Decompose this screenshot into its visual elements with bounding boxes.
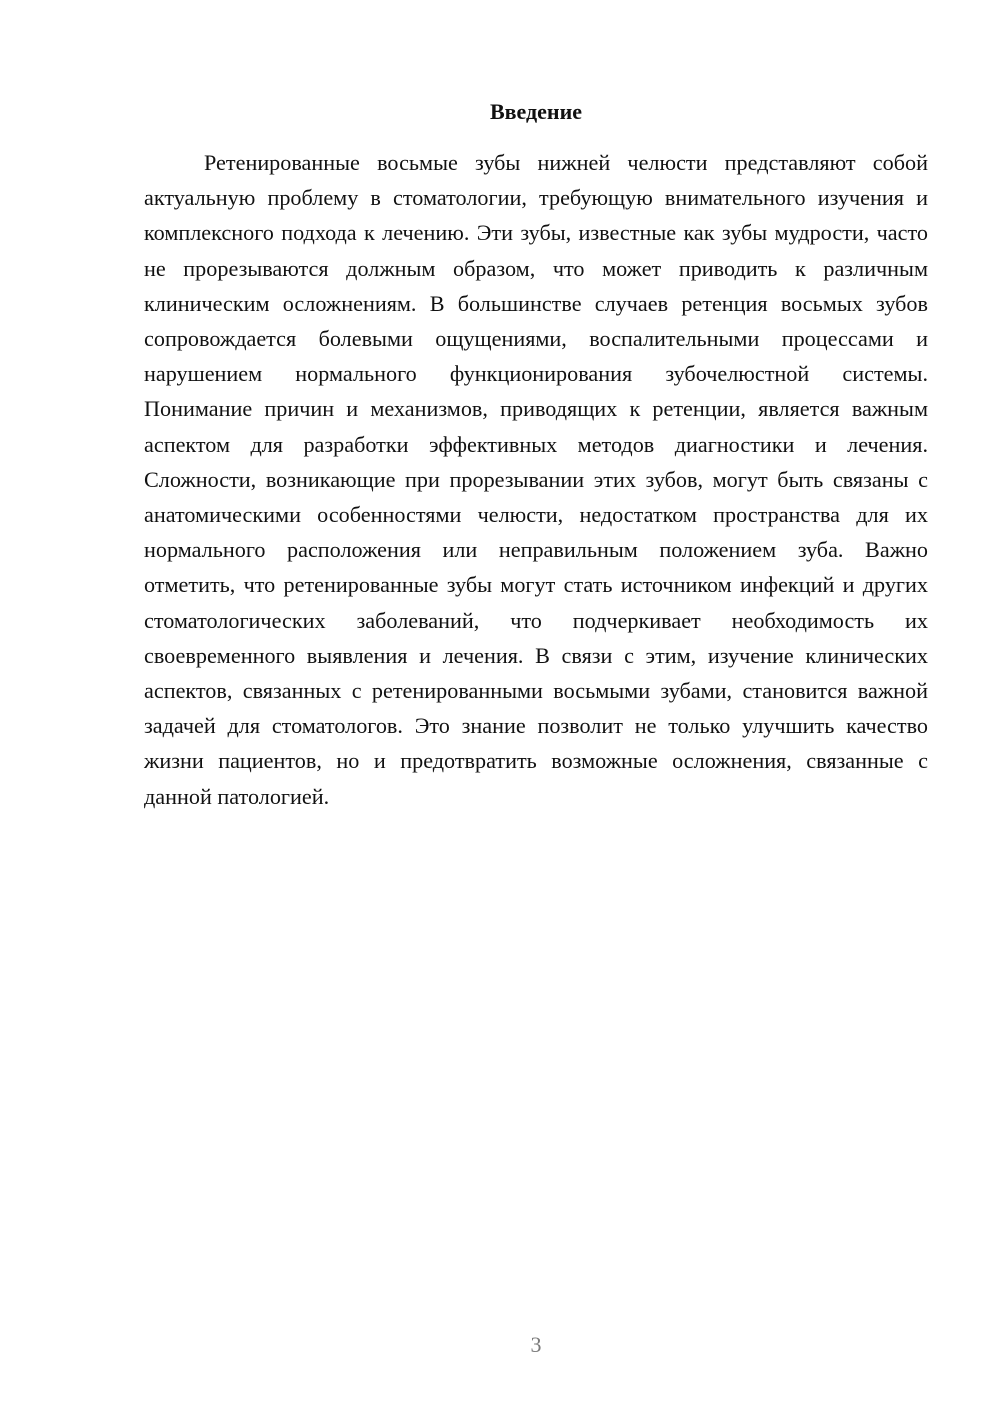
body-paragraph: Ретенированные восьмые зубы нижней челюсти представляют собой актуальную проблему в стоматологии, требующую внимательного изучения и комплексного подхода к лечению. Эти зубы, известные как зубы мудрости, часто не прорезываются должным образом, что может приводить к различным клиническим осложнениям. В большинстве случаев ретенция восьмых зубов сопровождается болевыми ощущениями, воспалительными процессами и нарушением нормального функционирования зубочелюстной системы. Понимание причин и механизмов, приводящих к ретенции, является важным аспектом для разработки эффективных методов диагностики и лечения. Сложности, возникающие при прорезывании этих зубов, могут быть связаны с анатомическими особенностями челюсти, недостатком пространства для их нормального расположения или неправильным положением зуба. Важно отметить, что ретенированные зубы могут стать источником инфекций и других стоматологических заболеваний, что подчеркивает необходимость их своевременного выявления и лечения. В связи с этим, изучение клинических аспектов, связанных с ретенированными восьмыми зубами, становится важной задачей для стоматологов. Это знание позволит не только улучшить качество жизни пациентов, но и предотвратить возможные осложнения, связанные с данной патологией. xyxy=(144,150,928,809)
page-number: 3 xyxy=(530,1332,542,1357)
page-content xyxy=(144,96,928,814)
section-heading: Введение xyxy=(489,99,583,124)
